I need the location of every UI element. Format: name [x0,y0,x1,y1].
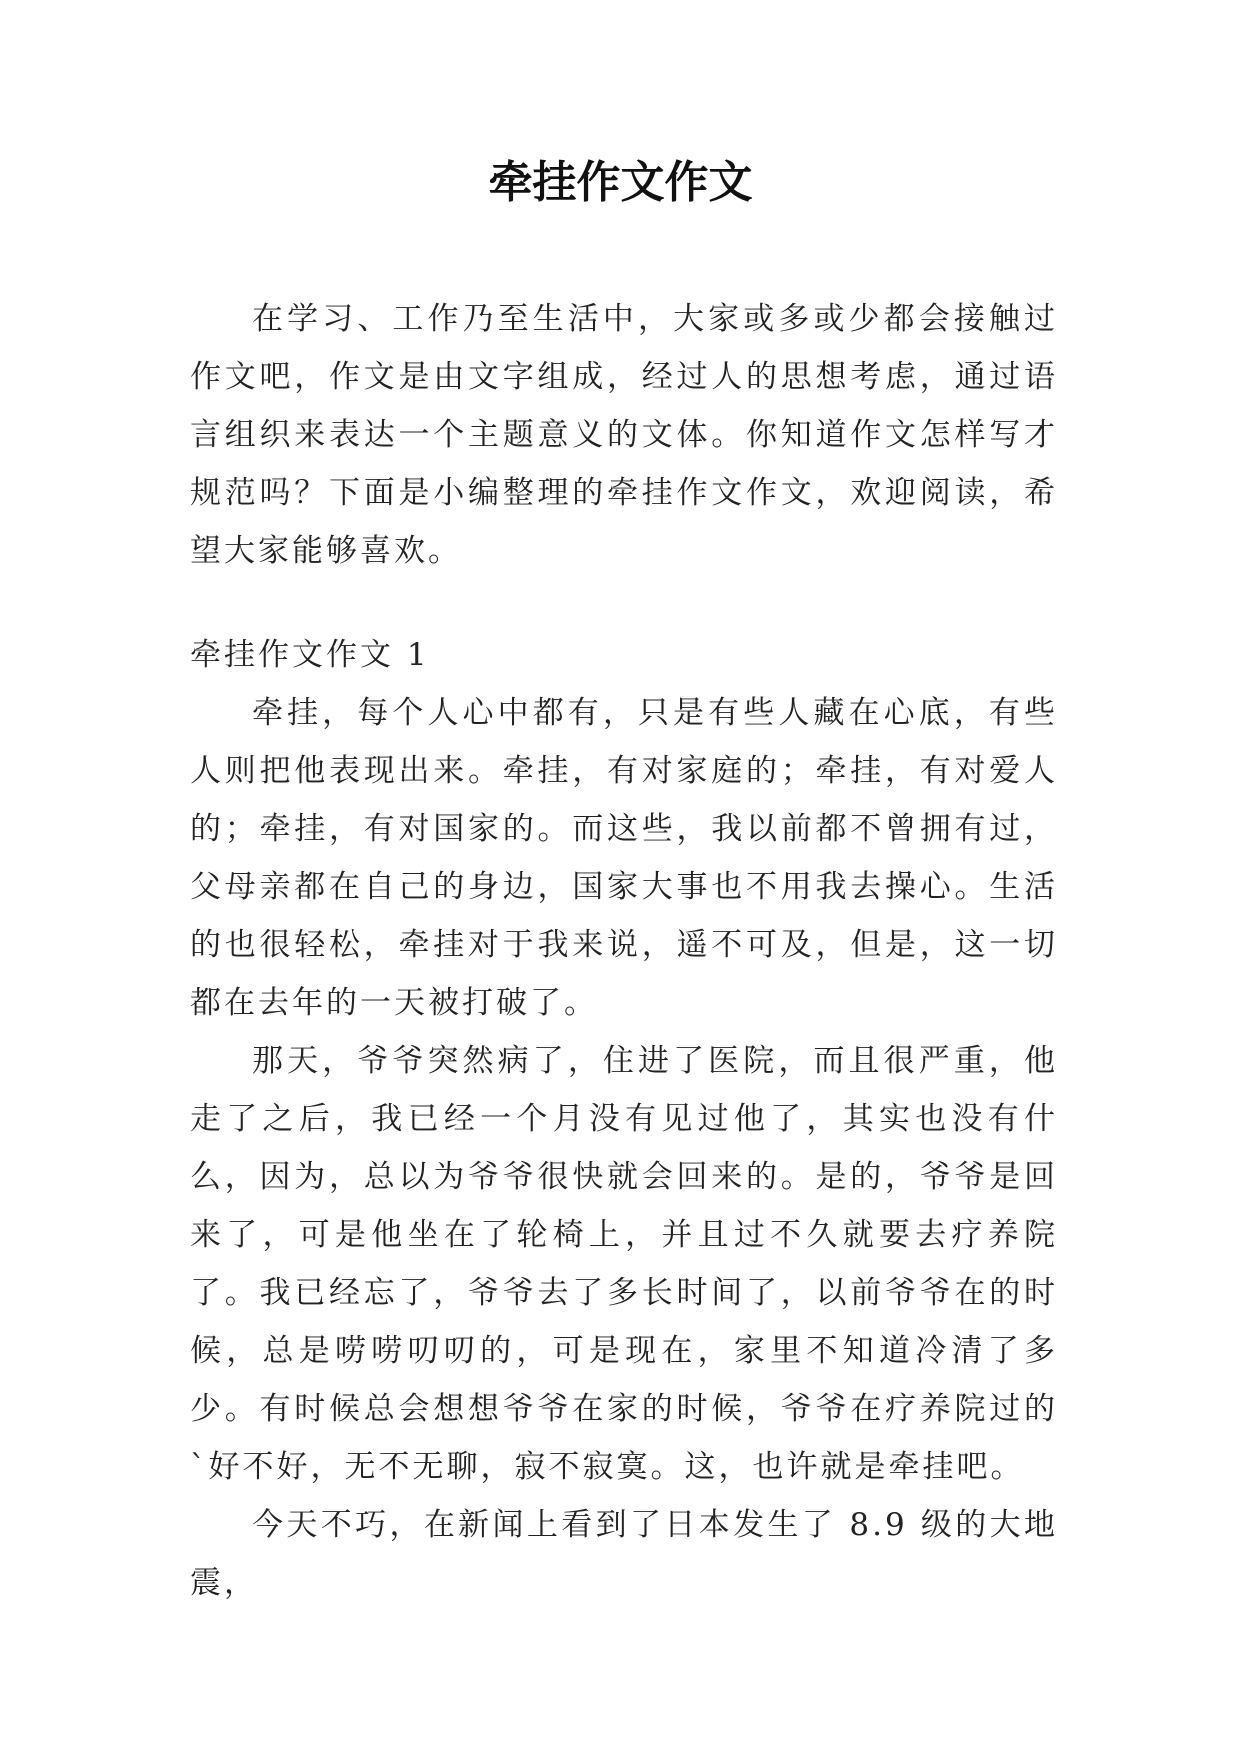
body-paragraph: 那天，爷爷突然病了，住进了医院，而且很严重，他走了之后，我已经一个月没有见过他了，其实也没有什么，因为，总以为爷爷很快就会回来的。是的，爷爷是回来了，可是他坐在了轮椅上，并且过不久就要去疗养院了。我已经忘了，爷爷去了多长时间了，以前爷爷在的时候，总是唠唠叨叨的，可是现在，家里不知道冷清了多少。有时候总会想想爷爷在家的时候，爷爷在疗养院过的`好不好，无不无聊，寂不寂寞。这，也许就是牵挂吧。 [190,1043,1058,1485]
section-heading: 牵挂作文作文 1 [190,637,430,673]
document-title: 牵挂作文作文 [488,157,753,208]
body-paragraph: 牵挂，每个人心中都有，只是有些人藏在心底，有些人则把他表现出来。牵挂，有对家庭的；牵挂，有对爱人的；牵挂，有对国家的。而这些，我以前都不曾拥有过，父母亲都在自己的身边，国家大事也不用我去操心。生活的也很轻松，牵挂对于我来说，遥不可及，但是，这一切都在去年的一天被打破了。 [190,695,1058,1021]
body-paragraph: 今天不巧，在新闻上看到了日本发生了 8.9 级的大地震， [190,1507,1058,1601]
intro-paragraph: 在学习、工作乃至生活中，大家或多或少都会接触过作文吧，作文是由文字组成，经过人的思想考虑，通过语言组织来表达一个主题意义的文体。你知道作文怎样写才规范吗？下面是小编整理的牵挂作文作文，欢迎阅读，希望大家能够喜欢。 [190,301,1058,569]
document-body [190,290,1058,1612]
